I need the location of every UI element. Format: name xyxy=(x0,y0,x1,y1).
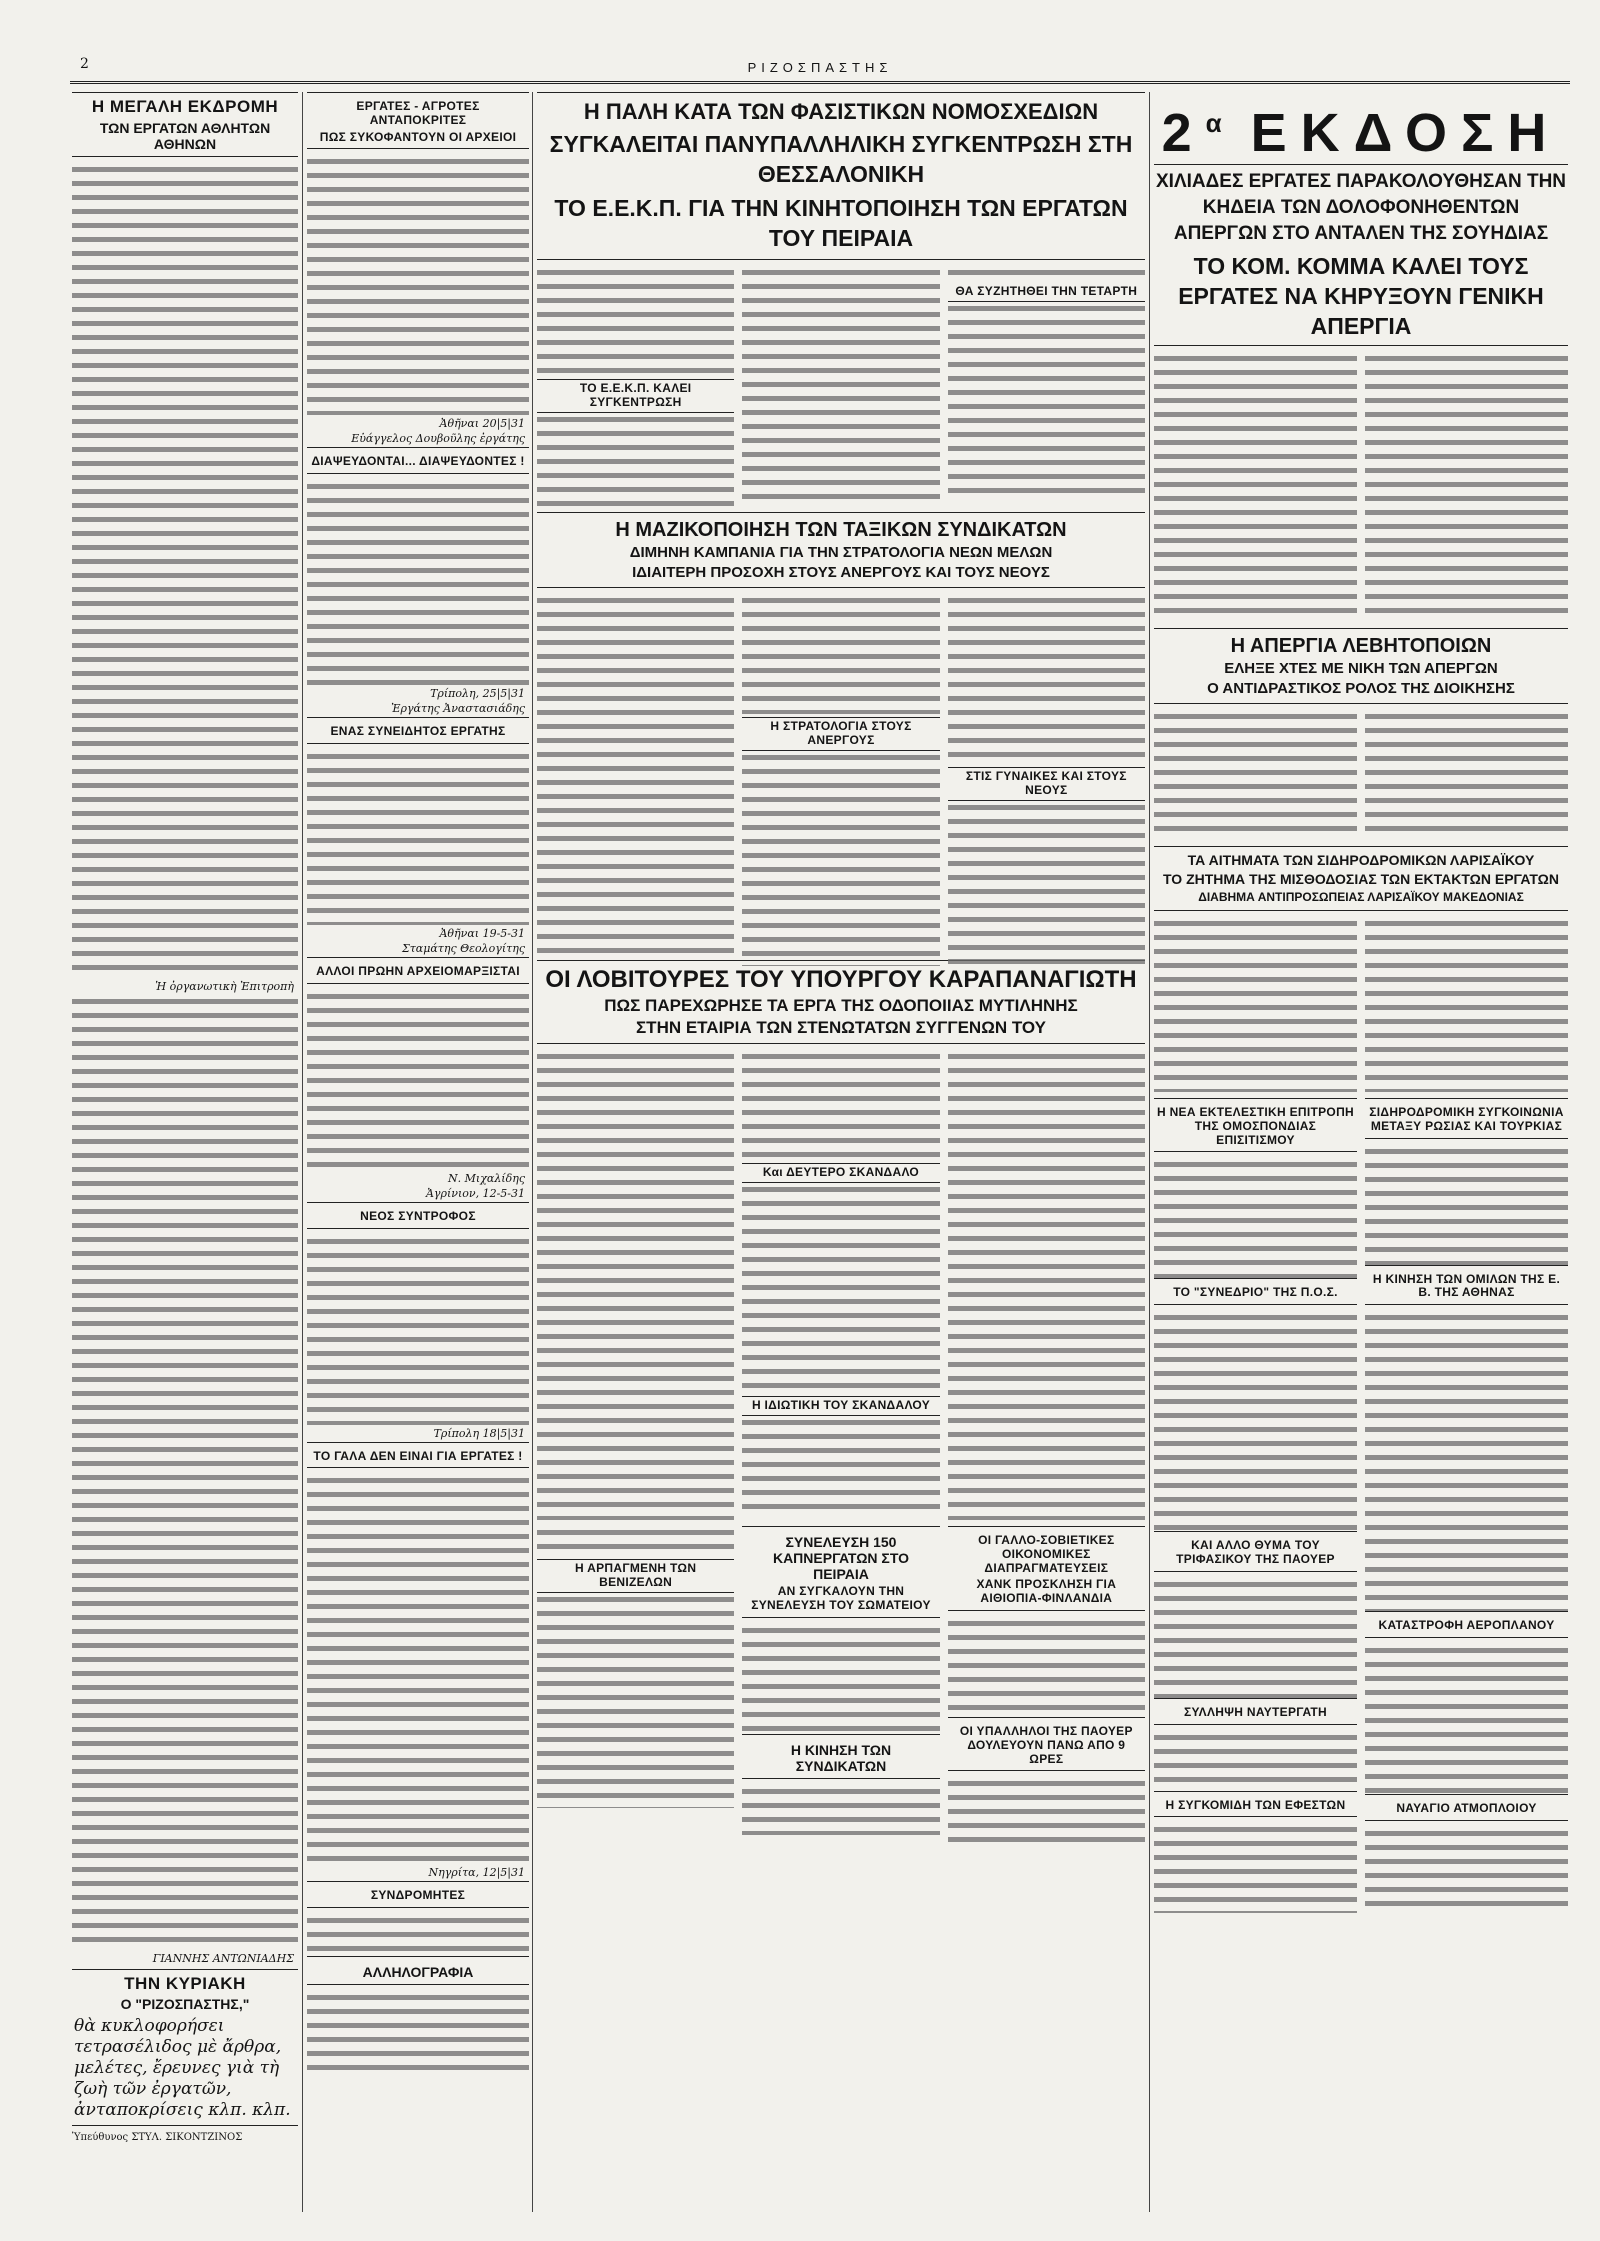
headline: ΧΙΛΙΑΔΕΣ ΕΡΓΑΤΕΣ ΠΑΡΑΚΟΛΟΥΘΗΣΑΝ ΤΗΝ ΚΗΔΕΙΑ ΤΩΝ ΔΟΛΟΦΟΝΗΘΕΝΤΩΝ ΑΠΕΡΓΩΝ ΣΤΟ ΑΝΤΑΛΕΝ ΤΗΣ ΣΟΥΗΔΙΑΣ xyxy=(1156,171,1567,244)
subheadline: Ο "ΡΙΖΟΣΠΑΣΤΗΣ," xyxy=(120,1996,250,2013)
headline: ΟΙ ΥΠΑΛΛΗΛΟΙ ΤΗΣ ΠΑΟΥΕΡ ΔΟΥΛΕΥΟΥΝ ΠΑΝΩ ΑΠΟ 9 ΩΡΕΣ xyxy=(959,1723,1133,1766)
subheadline: Ο ΑΝΤΙΔΡΑΣΤΙΚΟΣ ΡΟΛΟΣ ΤΗΣ ΔΙΟΙΚΗΣΗΣ xyxy=(1207,680,1515,697)
headline: ΤΟ ΓΑΛΑ ΔΕΝ ΕΙΝΑΙ ΓΙΑ ΕΡΓΑΤΕΣ ! xyxy=(313,1448,523,1463)
headline: ΕΝΑΣ ΣΥΝΕΙΔΗΤΟΣ ΕΡΓΑΤΗΣ xyxy=(330,724,506,739)
subheadline: ΔΙΜΗΝΗ ΚΑΜΠΑΝΙΑ ΓΙΑ ΤΗΝ ΣΤΡΑΤΟΛΟΓΙΑ ΝΕΩΝ ΜΕΛΩΝ xyxy=(629,544,1053,561)
subheadline: ΤΟ Ε.Ε.Κ.Π. ΚΑΛΕΙ ΣΥΓΚΕΝΤΡΩΣΗ xyxy=(537,379,734,413)
signature-date: Ἀθῆναι 19-5-31 xyxy=(439,926,525,940)
subheadline: Η ΑΡΠΑΓΜΕΝΗ ΤΩΝ ΒΕΝΙΖΕΛΩΝ xyxy=(537,1559,734,1593)
article-header xyxy=(307,1881,529,1908)
signature: Ἡ ὀργανωτικὴ Ἐπιτροπὴ xyxy=(155,979,294,993)
column-rule xyxy=(302,92,303,2212)
article-text xyxy=(307,1235,529,1425)
article-header xyxy=(307,957,529,984)
subheadline: ΘΑ ΣΥΖΗΤΗΘΕΙ ΤΗΝ ΤΕΤΑΡΤΗ xyxy=(948,283,1145,302)
edition-label: ΕΚΔΟΣΗ xyxy=(1250,103,1561,163)
signature: Σταμάτης Θεολογίτης xyxy=(401,941,525,955)
headline: Η ΜΕΓΑΛΗ ΕΚΔΡΟΜΗ xyxy=(91,97,279,116)
headline: ΟΙ ΛΟΒΙΤΟΥΡΕΣ ΤΟΥ ΥΠΟΥΡΓΟΥ ΚΑΡΑΠΑΝΑΓΙΩΤΗ xyxy=(545,966,1137,993)
notice-text: θὰ κυκλοφορήσει τετρασέλιδος μὲ ἄρθρα, μελέτες, ἔρευνες γιὰ τὴ ζωὴ τῶν ἐργατῶν, ἀνταποκρίσεις κλπ. κλπ. xyxy=(74,2016,291,2121)
headline: ΣΥΓΚΑΛΕΙΤΑΙ ΠΑΝΥΠΑΛΛΗΛΙΚΗ ΣΥΓΚΕΝΤΡΩΣΗ ΣΤΗ ΘΕΣΣΑΛΟΝΙΚΗ xyxy=(549,131,1133,187)
article-header xyxy=(307,717,529,744)
subheadline: ΤΟ ΖΗΤΗΜΑ ΤΗΣ ΜΙΣΘΟΔΟΣΙΑΣ ΤΩΝ ΕΚΤΑΚΤΩΝ ΕΡΓΑΤΩΝ xyxy=(1162,871,1560,887)
article-header xyxy=(537,960,1145,1044)
signature: Ν. Μιχαλίδης xyxy=(448,1171,525,1185)
article-text xyxy=(72,163,298,978)
article-header xyxy=(1154,846,1568,911)
subheadline: Και ΔΕΥΤΕΡΟ ΣΚΑΝΔΑΛΟ xyxy=(742,1163,939,1183)
article-body xyxy=(1154,352,1568,622)
subheadline: ΙΔΙΑΙΤΕΡΗ ΠΡΟΣΟΧΗ ΣΤΟΥΣ ΑΝΕΡΓΟΥΣ ΚΑΙ ΤΟΥΣ ΝΕΟΥΣ xyxy=(632,564,1050,581)
headline: Η ΝΕΑ ΕΚΤΕΛΕΣΤΙΚΗ ΕΠΙΤΡΟΠΗ ΤΗΣ ΟΜΟΣΠΟΝΔΙΑΣ ΕΠΙΣΙΤΙΣΜΟΥ xyxy=(1156,1105,1355,1147)
signature-date: Τρίπολη 18|5|31 xyxy=(433,1426,525,1440)
headline: Η ΑΠΕΡΓΙΑ ΛΕΒΗΤΟΠΟΙΩΝ xyxy=(1230,635,1492,657)
headline: ΝΑΥΑΓΙΟ ΑΤΜΟΠΛΟΙΟΥ xyxy=(1396,1800,1537,1815)
column-1 xyxy=(72,92,298,2212)
article-text xyxy=(307,990,529,1170)
headline: ΣΥΛΛΗΨΗ ΝΑΥΤΕΡΓΑΤΗ xyxy=(1183,1704,1328,1719)
article-header xyxy=(307,1442,529,1469)
signature-date: Νηγρίτα, 12|5|31 xyxy=(428,1866,525,1880)
headline: ΣΥΝΕΛΕΥΣΗ 150 ΚΑΠΝΕΡΓΑΤΩΝ ΣΤΟ ΠΕΙΡΑΙΑ xyxy=(772,1534,910,1583)
article-header xyxy=(1154,628,1568,704)
headline: Η ΠΑΛΗ ΚΑΤΑ ΤΩΝ ΦΑΣΙΣΤΙΚΩΝ ΝΟΜΟΣΧΕΔΙΩΝ xyxy=(583,99,1099,124)
edition-banner xyxy=(1154,92,1568,164)
subheadline: ΔΙΑΒΗΜΑ ΑΝΤΙΠΡΟΣΩΠΕΙΑΣ ΛΑΡΙΣΑΪΚΟΥ ΜΑΚΕΔΟΝΙΑΣ xyxy=(1198,890,1524,904)
article-header xyxy=(1154,164,1568,346)
subheadline: ΕΛΗΞΕ ΧΤΕΣ ΜΕ ΝΙΚΗ ΤΩΝ ΑΠΕΡΓΩΝ xyxy=(1224,660,1498,677)
headline: ΣΙΔΗΡΟΔΡΟΜΙΚΗ ΣΥΓΚΟΙΝΩΝΙΑ ΜΕΤΑΞΥ ΡΩΣΙΑΣ ΚΑΙ ΤΟΥΡΚΙΑΣ xyxy=(1369,1105,1564,1133)
article-body xyxy=(1154,917,1568,1092)
article-header xyxy=(307,1956,529,1985)
article-header xyxy=(307,447,529,474)
signature-date: Ἀθῆναι 20|5|31 xyxy=(439,417,525,431)
subheadline: Η ΣΤΡΑΤΟΛΟΓΙΑ ΣΤΟΥΣ ΑΝΕΡΓΟΥΣ xyxy=(742,717,939,751)
subheadline: ΤΩΝ ΕΡΓΑΤΩΝ ΑΘΛΗΤΩΝ ΑΘΗΝΩΝ xyxy=(99,119,271,152)
subheadline: ΣΤΙΣ ΓΥΝΑΙΚΕΣ ΚΑΙ ΣΤΟΥΣ ΝΕΟΥΣ xyxy=(948,767,1145,801)
article-text xyxy=(307,1991,529,2071)
article-body xyxy=(537,594,1145,954)
subheadline: Η ΙΔΙΩΤΙΚΗ ΤΟΥ ΣΚΑΝΔΑΛΟΥ xyxy=(742,1396,939,1416)
article-text xyxy=(307,1474,529,1864)
headline: ΟΙ ΓΑΛΛΟ-ΣΟΒΙΕΤΙΚΕΣ ΟΙΚΟΝΟΜΙΚΕΣ ΔΙΑΠΡΑΓΜΑΤΕΥΣΕΙΣ xyxy=(978,1533,1115,1575)
headline: ΣΥΝΔΡΟΜΗΤΕΣ xyxy=(370,1888,466,1903)
subheadline: ΑΝ ΣΥΓΚΑΛΟΥΝ ΤΗΝ ΣΥΝΕΛΕΥΣΗ ΤΟΥ ΣΩΜΑΤΕΙΟΥ xyxy=(751,1584,931,1613)
headline: Η ΣΥΓΚΟΜΙΔΗ ΤΩΝ ΕΦΕΣΤΩΝ xyxy=(1165,1797,1346,1812)
lead-article xyxy=(537,266,1145,506)
signature-date: Ἀγρίνιον, 12-5-31 xyxy=(425,1186,525,1200)
headline: ΑΛΛΟΙ ΠΡΩΗΝ ΑΡΧΕΙΟΜΑΡΞΙΣΤΑΙ xyxy=(316,963,520,978)
headline: ΔΙΑΨΕΥΔΟΝΤΑΙ... ΔΙΑΨΕΥΔΟΝΤΕΣ ! xyxy=(311,454,525,469)
headline: ΤΑ ΑΙΤΗΜΑΤΑ ΤΩΝ ΣΙΔΗΡΟΔΡΟΜΙΚΩΝ ΛΑΡΙΣΑΪΚΟΥ xyxy=(1187,852,1535,868)
signature: Εὐάγγελος Δουβοῦλης ἐργάτης xyxy=(351,432,525,446)
headline: ΑΛΛΗΛΟΓΡΑΦΙΑ xyxy=(362,1964,474,1981)
headline: Η ΚΙΝΗΣΗ ΤΩΝ ΟΜΙΛΩΝ ΤΗΣ Ε. Β. ΤΗΣ ΑΘΗΝΑΣ xyxy=(1372,1271,1561,1300)
column-2 xyxy=(307,92,529,2212)
headline: Η ΚΙΝΗΣΗ ΤΩΝ ΣΥΝΔΙΚΑΤΩΝ xyxy=(790,1741,892,1774)
article-text xyxy=(307,480,529,685)
sunday-notice xyxy=(72,1969,298,2127)
headline: Η ΜΑΖΙΚΟΠΟΙΗΣΗ ΤΩΝ ΤΑΞΙΚΩΝ ΣΥΝΔΙΚΑΤΩΝ xyxy=(615,519,1067,541)
article-text xyxy=(72,995,298,1950)
headline: ΤΟ "ΣΥΝΕΔΡΙΟ" ΤΗΣ Π.Ο.Σ. xyxy=(1173,1285,1338,1300)
column-rule xyxy=(1149,92,1150,2212)
headline: ΕΡΓΑΤΕΣ - ΑΓΡΟΤΕΣ ΑΝΤΑΠΟΚΡΙΤΕΣ xyxy=(356,99,480,127)
signature: Ἐργάτης Ἀναστασιάδης xyxy=(391,702,525,716)
headline: ΚΑΤΑΣΤΡΟΦΗ ΑΕΡΟΠΛΑΝΟΥ xyxy=(1378,1618,1555,1633)
headline: ΤΟ Ε.Ε.Κ.Π. ΓΙΑ ΤΗΝ ΚΙΝΗΤΟΠΟΙΗΣΗ ΤΩΝ ΕΡΓΑΤΩΝ ΤΟΥ ΠΕΙΡΑΙΑ xyxy=(554,195,1128,251)
article-text xyxy=(307,750,529,925)
footer-editor: Ὑπεύθυνος ΣΤΥΛ. ΣΙΚΟΝΤΖΙΝΟΣ xyxy=(72,2132,243,2144)
lead-header xyxy=(537,92,1145,260)
edition-number: 2 xyxy=(1161,103,1206,163)
article-header xyxy=(307,92,529,149)
lower-articles xyxy=(537,1526,1145,1796)
headline: ΚΑΙ ΑΛΛΟ ΘΥΜΑ ΤΟΥ ΤΡΙΦΑΣΙΚΟΥ ΤΗΣ ΠΑΟΥΕΡ xyxy=(1176,1538,1335,1566)
article-body xyxy=(1154,710,1568,840)
headline: ΝΕΟΣ ΣΥΝΤΡΟΦΟΣ xyxy=(360,1208,476,1223)
page-number: 2 xyxy=(80,56,89,72)
article-text xyxy=(307,155,529,415)
article-header xyxy=(307,1202,529,1229)
subheadline: ΧΑΝΚ ΠΡΟΣΚΛΗΣΗ ΓΙΑ ΑΙΘΙΟΠΙΑ-ΦΙΝΛΑΝΔΙΑ xyxy=(976,1577,1117,1606)
edition-suffix: α xyxy=(1205,108,1222,138)
column-rule xyxy=(532,92,533,2212)
headline: ΤΗΝ ΚΥΡΙΑΚΗ xyxy=(124,1973,246,1993)
article-text xyxy=(307,1914,529,1956)
author: ΓΙΑΝΝΗΣ ΑΝΤΩΝΙΑΔΗΣ xyxy=(152,1951,294,1965)
masthead: ΡΙΖΟΣΠΑΣΤΗΣ xyxy=(70,60,1570,84)
article-header xyxy=(72,92,298,157)
article-body xyxy=(537,1050,1145,1520)
article-header xyxy=(537,512,1145,588)
signature-date: Τρίπολη, 25|5|31 xyxy=(430,687,525,701)
lower-columns xyxy=(1154,1098,1568,2133)
subheadline: ΠΩΣ ΣΥΚΟΦΑΝΤΟΥΝ ΟΙ ΑΡΧΕΙΟΙ xyxy=(319,129,517,144)
column-5 xyxy=(1154,92,1568,2212)
subheadline: ΣΤΗΝ ΕΤΑΙΡΙΑ ΤΩΝ ΣΤΕΝΩΤΑΤΩΝ ΣΥΓΓΕΝΩΝ ΤΟΥ xyxy=(635,1018,1046,1037)
center-columns xyxy=(537,92,1145,2212)
subheadline: ΠΩΣ ΠΑΡΕΧΩΡΗΣΕ ΤΑ ΕΡΓΑ ΤΗΣ ΟΔΟΠΟΙΙΑΣ ΜΥΤΙΛΗΝΗΣ xyxy=(604,996,1078,1015)
headline: ΤΟ ΚΟΜ. ΚΟΜΜΑ ΚΑΛΕΙ ΤΟΥΣ ΕΡΓΑΤΕΣ ΝΑ ΚΗΡΥΞΟΥΝ ΓΕΝΙΚΗ ΑΠΕΡΓΙΑ xyxy=(1178,253,1544,339)
